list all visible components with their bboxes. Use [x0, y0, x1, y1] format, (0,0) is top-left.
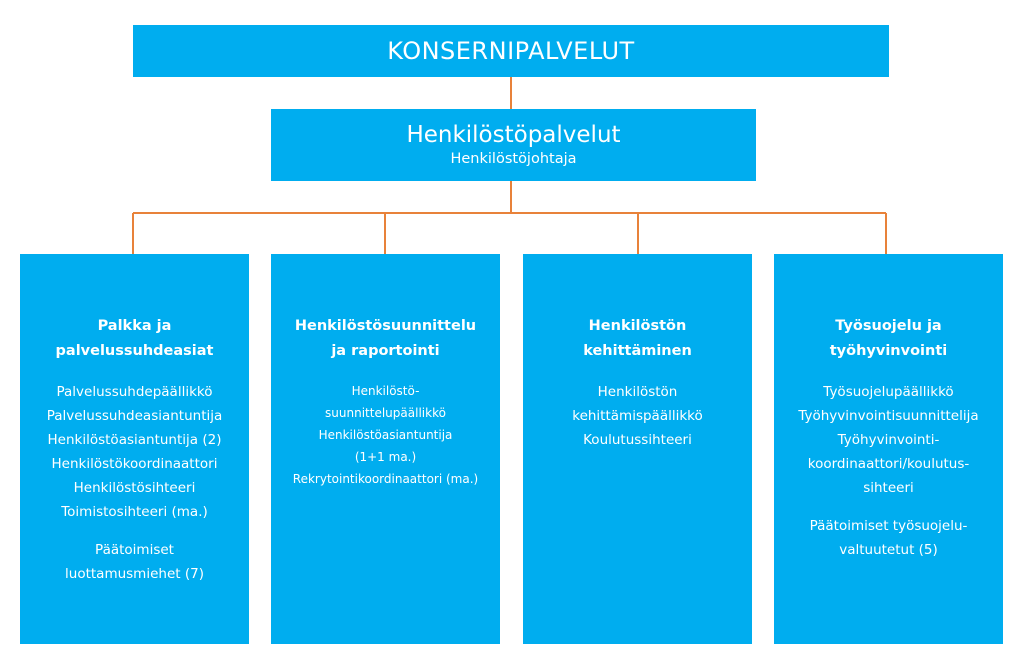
department-subtitle: Henkilöstöjohtaja — [450, 150, 577, 167]
unit-title-line: palvelussuhdeasiat — [55, 343, 214, 359]
role-line: suunnittelupäällikkö — [325, 406, 446, 420]
role-line: Palvelussuhdepäällikkö — [56, 384, 213, 400]
role-line: Henkilöstösihteeri — [73, 480, 196, 496]
unit-title — [782, 314, 995, 364]
role-line: kehittämispäällikkö — [572, 408, 703, 424]
spacer — [782, 500, 995, 514]
role-line: Henkilöstö- — [351, 384, 420, 398]
role-line: Työhyvinvointi- — [837, 432, 940, 448]
extra-line: valtuutetut (5) — [839, 542, 938, 558]
unit-box-palkka-ja-palvelussuhdeasiat — [20, 254, 249, 644]
role-line: sihteeri — [863, 480, 914, 496]
role-line: (1+1 ma.) — [354, 450, 417, 464]
role-line: Henkilöstöasiantuntija (2) — [47, 432, 222, 448]
role-line: Palvelussuhdeasiantuntija — [46, 408, 223, 424]
role-line: Rekrytointikoordinaattori (ma.) — [292, 472, 479, 486]
role-line: Henkilöstökoordinaattori — [51, 456, 218, 472]
role-line: Työsuojelupäällikkö — [823, 384, 954, 400]
unit-title-line: Palkka ja — [97, 318, 172, 334]
unit-title — [28, 314, 241, 364]
role-line: Henkilöstön — [597, 384, 678, 400]
unit-title-line: ja raportointi — [331, 343, 440, 359]
unit-box-henkilostosuunnittelu-ja-raportointi — [271, 254, 500, 644]
extra-line: Päätoimiset työsuojelu- — [809, 518, 968, 534]
role-line: Koulutussihteeri — [583, 432, 692, 448]
root-title: KONSERNIPALVELUT — [387, 37, 635, 65]
unit-box-henkiloston-kehittaminen — [523, 254, 752, 644]
spacer — [28, 524, 241, 538]
role-line: Henkilöstöasiantuntija — [318, 428, 453, 442]
department-title: Henkilöstöpalvelut — [406, 121, 621, 148]
unit-title-line: Työsuojelu ja — [835, 318, 942, 334]
extra-line: Päätoimiset — [95, 542, 174, 558]
unit-box-tyosuojelu-ja-tyohyvinvointi — [774, 254, 1003, 644]
department-box-henkilostopalvelut — [271, 109, 756, 181]
unit-title-line: Henkilöstön — [588, 318, 687, 334]
role-line: koordinaattori/koulutus- — [807, 456, 970, 472]
extra-line: luottamusmiehet (7) — [65, 566, 204, 582]
unit-title — [279, 314, 492, 364]
unit-title-line: Henkilöstösuunnittelu — [294, 318, 477, 334]
unit-title-line: työhyvinvointi — [829, 343, 948, 359]
role-line: Työhyvinvointisuunnittelija — [798, 408, 979, 424]
unit-title — [531, 314, 744, 364]
root-box-konsernipalvelut — [133, 25, 889, 77]
role-line: Toimistosihteeri (ma.) — [61, 504, 208, 520]
unit-title-line: kehittäminen — [583, 343, 692, 359]
